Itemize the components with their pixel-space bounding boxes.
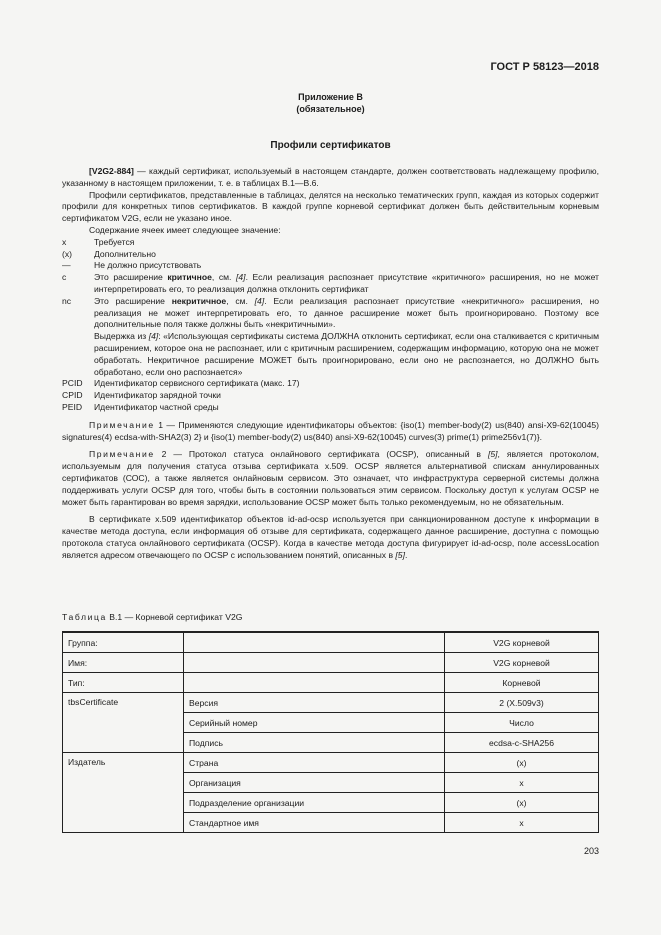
table-cell: Стандартное имя [184, 813, 445, 833]
table-cell: Число [445, 713, 599, 733]
table-cell: Имя: [63, 653, 184, 673]
section-title: Профили сертификатов [270, 140, 391, 151]
legend-item: (x) Дополнительно [62, 248, 156, 259]
appendix-title: Приложение В [298, 92, 363, 102]
table-cell [184, 632, 445, 653]
table-cell: Версия [184, 693, 445, 713]
table-cell: x [445, 773, 599, 793]
appendix-subtitle: (обязательное) [296, 104, 365, 114]
body-text [62, 166, 599, 562]
table-cell: x [445, 813, 599, 833]
table-cell: Издатель [63, 753, 184, 833]
appendix-heading [0, 91, 661, 115]
table-row [63, 632, 599, 653]
paragraph-cell-meaning: Содержание ячеек имеет следующее значение: [89, 224, 281, 235]
legend-list [62, 237, 599, 414]
legend-item-critical: c Это расширение критичное, см. [4]. Если реализация распознает присутствие «критичного» расширения, но не может интерпретировать его, то реализация должна отклонить сертификат [62, 272, 599, 294]
table-cell: (x) [445, 753, 599, 773]
table-cell: Корневой [445, 673, 599, 693]
table-row [63, 673, 599, 693]
table-row [63, 693, 599, 713]
paragraph-ocsp: В сертификате x.509 идентификатор объектов id-ad-ocsp используется при санкционированном доступе к информации в качестве метода доступа, если информация об отзыве для сертификата, содержащего данное расширение, доступна с помощью протокола статуса онлайнового сертификата (OCSP). Когда в качестве метода доступа фигурирует id-ad-ocsp, поле accessLocation является адресом отвечающего по OCSP с использованием понятий, описанных в [5]. [62, 514, 599, 560]
id-item: PEID Идентификатор частной среды [62, 401, 219, 412]
table-cell: Группа: [63, 632, 184, 653]
table-cell: V2G корневой [445, 632, 599, 653]
rfc-extract: Выдержка из [4]: «Использующая сертификаты система ДОЛЖНА отклонить сертификат, если она сталкивается с критичным расширением, которое она не распознает, или с критичным расширением, содержащим информацию, которую она не может обработать. Некритичное расширение МОЖЕТ быть проигнорировано, если оно не распознается, но ДОЛЖНО быть обработано, если оно распознается» [94, 331, 599, 377]
table-cell: ecdsa-c-SHA256 [445, 733, 599, 753]
table-cell: Подпись [184, 733, 445, 753]
table-cell: Серийный номер [184, 713, 445, 733]
page-number: 203 [583, 846, 599, 856]
id-item: CPID Идентификатор зарядной точки [62, 390, 221, 401]
paragraph-profile-requirement: [V2G2-884] — каждый сертификат, используемый в настоящем стандарте, должен соответствовать надлежащему профилю, указанному в настоящем приложении, т. е. в таблицах В.1—В.6. [62, 166, 599, 188]
table-cell: 2 (X.509v3) [445, 693, 599, 713]
paragraph-groups: Профили сертификатов, представленные в таблицах, делятся на несколько тематических групп, каждая из которых содержит профили для конкретных типов сертификатов. В каждой группе корневой сертификат должен быть действительным корневым сертификатом V2G, если не указано иное. [62, 189, 599, 224]
table-caption: Таблица В.1 — Корневой сертификат V2G [62, 612, 243, 622]
table-cell [184, 653, 445, 673]
table-row [63, 753, 599, 773]
table-cell: V2G корневой [445, 653, 599, 673]
table-row [63, 653, 599, 673]
standard-designation: ГОСТ Р 58123—2018 [490, 61, 599, 73]
table-cell: tbsCertificate [63, 693, 184, 753]
table-cell: Тип: [63, 673, 184, 693]
requirement-ref: [V2G2-884] [89, 166, 134, 176]
legend-item: x Требуется [62, 236, 135, 247]
certificate-profile-table [62, 631, 599, 833]
note-2: Примечание 2 — Протокол статуса онлайнового сертификата (OCSP), описанный в [5], является протоколом, используемым для получения статуса отзыва сертификата x.509. OCSP является альтернативой спискам аннулированных сертификатов (СОС), а также является онлайновым сервисом. Это означает, что инфраструктура серверной системы должна поддерживать услуги OCSP для того, чтобы быть в состоянии пользоваться этим сервисом. Поскольку доступ к услугам OCSP не может быть гарантирован во время зарядки, использование OCSP может быть только рекомендуемым, но не обязательным. [62, 449, 599, 507]
legend-item-noncritical: nc Это расширение некритичное, см. [4]. Если реализация распознает присутствие «некритичного» расширения, но реализация не может интерпретировать его, то данное расширение может быть проигнорировано. Поэтому все дополнительные поля также должны быть «некритичными». [62, 295, 599, 330]
legend-item: — Не должно присутствовать [62, 260, 202, 271]
table-cell: (x) [445, 793, 599, 813]
note-1: Примечание 1 — Применяются следующие идентификаторы объектов: {iso(1) member-body(2) us(840) ansi-X9-62(10045) signatures(4) ecdsa-with-SHA2(3) 2} и {iso(1) member-body(2) us(840) ansi-X9-62(10045) curves(3) prime(1) prime256v1(7)}. [62, 419, 599, 442]
table-cell: Подразделение организации [184, 793, 445, 813]
table-cell: Организация [184, 773, 445, 793]
id-item: PCID Идентификатор сервисного сертификата (макс. 17) [62, 378, 300, 389]
table-cell [184, 673, 445, 693]
table-cell: Страна [184, 753, 445, 773]
